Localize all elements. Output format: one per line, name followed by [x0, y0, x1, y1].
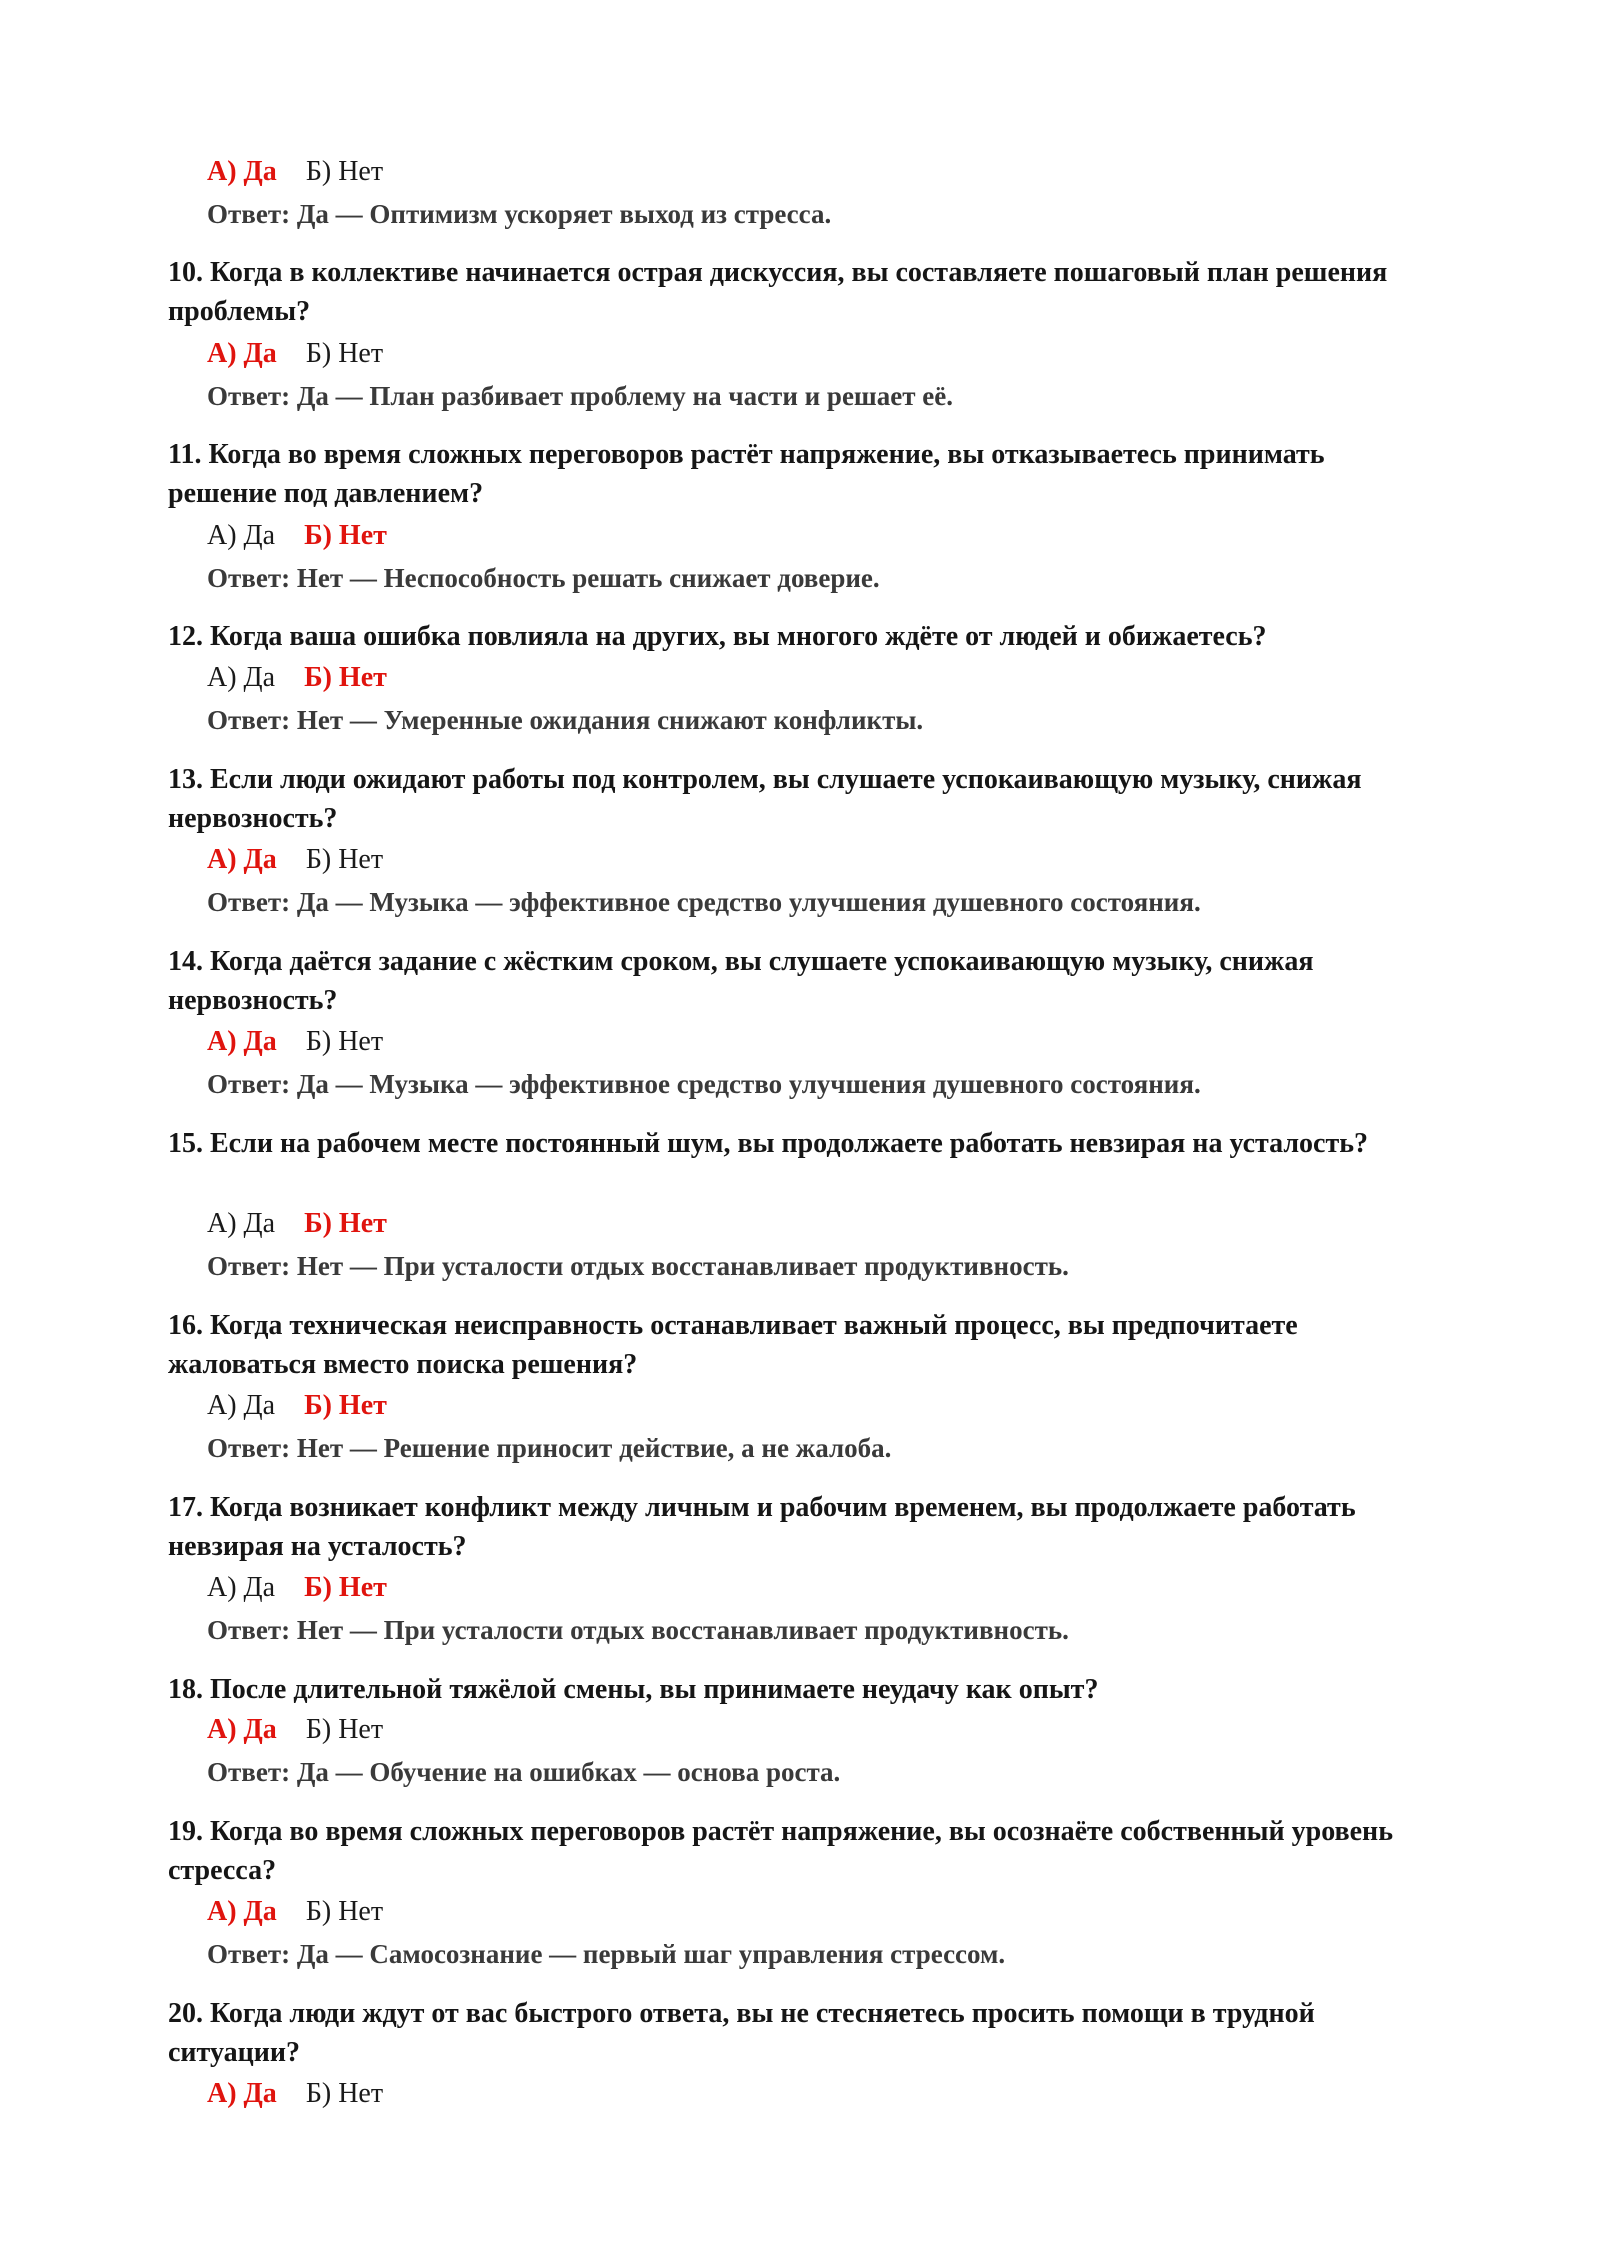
question-20: 20. Когда люди ждут от вас быстрого ответа, вы не стесняетесь просить помощи в трудной ситуации? — [168, 1998, 1315, 2068]
question-19: 19. Когда во время сложных переговоров растёт напряжение, вы осознаёте собственный уровень стресса? — [168, 1816, 1393, 1886]
option-b: Б) Нет — [305, 1896, 384, 1927]
question-17: 17. Когда возникает конфликт между личным и рабочим временем, вы продолжаете работать невзирая на усталость? — [168, 1492, 1356, 1562]
question-11: 11. Когда во время сложных переговоров растёт напряжение, вы отказываетесь принимать решение под давлением? — [168, 439, 1325, 509]
question-13: 13. Если люди ожидают работы под контролем, вы слушаете успокаивающую музыку, снижая нервозность? — [168, 764, 1362, 834]
answer-19: Ответ: Да — Самосознание — первый шаг управления стрессом. — [207, 1939, 1006, 1969]
option-a: А) Да — [207, 338, 277, 369]
option-a: А) Да — [207, 1572, 276, 1603]
option-a: А) Да — [207, 1714, 277, 1745]
options-row-18 — [207, 1710, 405, 1750]
answer-17: Ответ: Нет — При усталости отдых восстанавливает продуктивность. — [207, 1615, 1069, 1645]
options-row-17 — [207, 1568, 409, 1608]
option-b: Б) Нет — [305, 1714, 384, 1745]
option-a: А) Да — [207, 1208, 276, 1239]
option-b: Б) Нет — [305, 2078, 384, 2109]
answer-16: Ответ: Нет — Решение приносит действие, а не жалоба. — [207, 1433, 892, 1463]
option-a: А) Да — [207, 1026, 277, 1057]
options-row-15 — [207, 1204, 409, 1244]
option-a: А) Да — [207, 156, 277, 187]
option-a: А) Да — [207, 1390, 276, 1421]
option-b: Б) Нет — [304, 662, 387, 693]
option-a: А) Да — [207, 1896, 277, 1927]
option-b: Б) Нет — [305, 156, 384, 187]
question-16: 16. Когда техническая неисправность останавливает важный процесс, вы предпочитаете жаловаться вместо поиска решения? — [168, 1310, 1298, 1380]
option-b: Б) Нет — [305, 1026, 384, 1057]
option-b: Б) Нет — [305, 338, 384, 369]
options-row-20 — [207, 2074, 405, 2114]
option-a: А) Да — [207, 844, 277, 875]
options-row-12 — [207, 658, 409, 698]
option-a: А) Да — [207, 520, 276, 551]
question-10: 10. Когда в коллективе начинается острая дискуссия, вы составляете пошаговый план решения проблемы? — [168, 257, 1388, 327]
options-row-16 — [207, 1386, 409, 1426]
option-b: Б) Нет — [304, 1390, 387, 1421]
options-row-19 — [207, 1892, 405, 1932]
answer-15: Ответ: Нет — При усталости отдых восстанавливает продуктивность. — [207, 1251, 1069, 1281]
options-row-11 — [207, 516, 409, 556]
question-15: 15. Если на рабочем месте постоянный шум, вы продолжаете работать невзирая на усталость? — [168, 1128, 1369, 1159]
option-b: Б) Нет — [304, 1572, 387, 1603]
answer-12: Ответ: Нет — Умеренные ожидания снижают конфликты. — [207, 705, 924, 735]
option-a: А) Да — [207, 662, 276, 693]
option-b: Б) Нет — [304, 520, 387, 551]
answer-11: Ответ: Нет — Неспособность решать снижает доверие. — [207, 563, 880, 593]
options-row-9 — [207, 152, 405, 192]
question-14: 14. Когда даётся задание с жёстким сроком, вы слушаете успокаивающую музыку, снижая нервозность? — [168, 946, 1314, 1016]
options-row-10 — [207, 334, 405, 374]
question-12: 12. Когда ваша ошибка повлияла на других, вы многого ждёте от людей и обижаетесь? — [168, 621, 1267, 652]
answer-10: Ответ: Да — План разбивает проблему на части и решает её. — [207, 381, 953, 411]
option-b: Б) Нет — [304, 1208, 387, 1239]
answer-13: Ответ: Да — Музыка — эффективное средство улучшения душевного состояния. — [207, 887, 1201, 917]
question-18: 18. После длительной тяжёлой смены, вы принимаете неудачу как опыт? — [168, 1674, 1099, 1705]
options-row-14 — [207, 1022, 405, 1062]
answer-14: Ответ: Да — Музыка — эффективное средство улучшения душевного состояния. — [207, 1069, 1201, 1099]
option-b: Б) Нет — [305, 844, 384, 875]
options-row-13 — [207, 840, 405, 880]
answer-9: Ответ: Да — Оптимизм ускоряет выход из стресса. — [207, 199, 832, 229]
option-a: А) Да — [207, 2078, 277, 2109]
answer-18: Ответ: Да — Обучение на ошибках — основа роста. — [207, 1757, 841, 1787]
